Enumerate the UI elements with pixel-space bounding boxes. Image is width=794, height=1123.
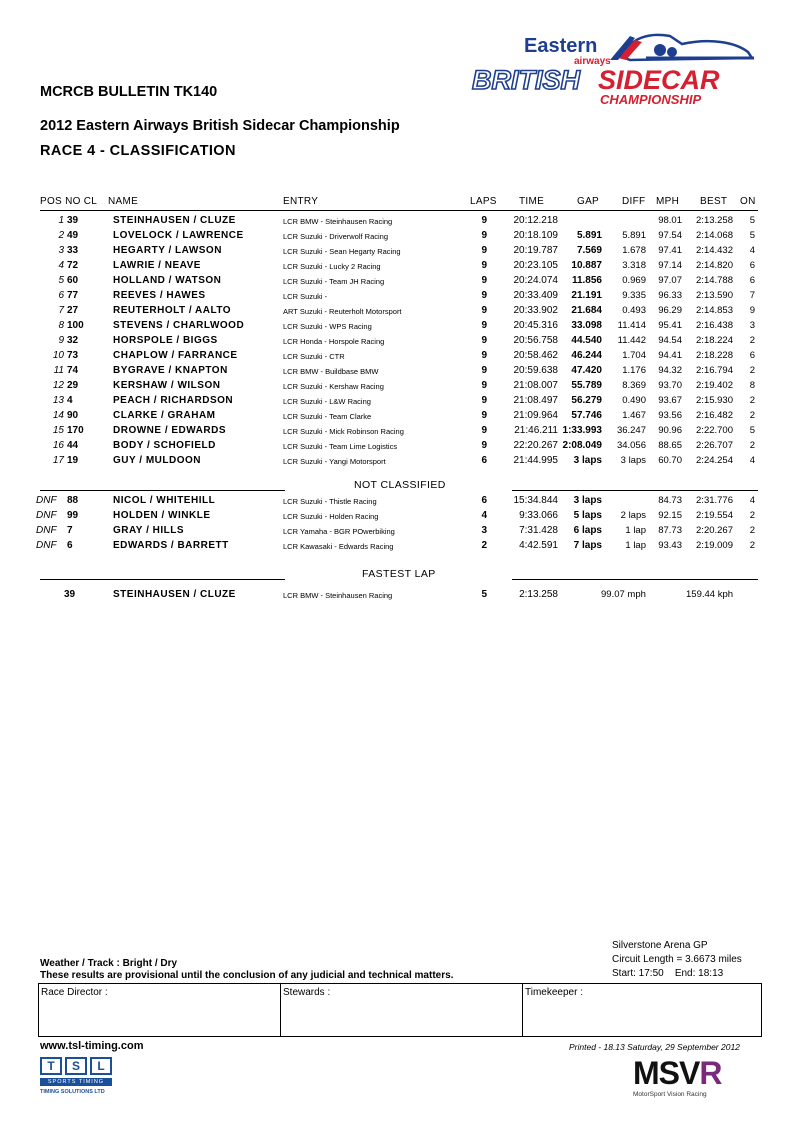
row-position: 8 — [58, 320, 64, 331]
row-name: DROWNE / EDWARDS — [113, 425, 226, 436]
row-position: 11 — [53, 365, 64, 376]
row-on: 4 — [749, 455, 755, 466]
row-laps: 9 — [481, 260, 487, 271]
row-entry: LCR Suzuki - Sean Hegarty Racing — [283, 247, 401, 256]
row-diff: 8.369 — [622, 380, 646, 391]
row-time: 21:08.007 — [513, 380, 558, 391]
row-time: 15:34.844 — [513, 495, 558, 506]
document-subtitle: RACE 4 - CLASSIFICATION — [40, 143, 236, 159]
row-mph: 93.43 — [658, 540, 682, 551]
row-name: PEACH / RICHARDSON — [113, 395, 234, 406]
row-position: 5 — [58, 275, 64, 286]
row-position: 2 — [58, 230, 64, 241]
row-gap: 56.279 — [571, 395, 602, 406]
row-position: 16 — [52, 440, 64, 451]
svg-text:Eastern: Eastern — [524, 35, 598, 57]
row-best: 2:13.258 — [696, 215, 733, 226]
not-classified-line-right — [512, 490, 758, 491]
row-entry: LCR Kawasaki - Edwards Racing — [283, 542, 394, 551]
row-on: 8 — [749, 380, 755, 391]
row-best: 2:16.794 — [696, 365, 733, 376]
row-number: 44 — [67, 440, 79, 451]
row-number: 99 — [67, 510, 79, 521]
row-number: 77 — [67, 290, 79, 301]
row-name: NICOL / WHITEHILL — [113, 495, 216, 506]
row-gap: 21.684 — [571, 305, 602, 316]
row-mph: 60.70 — [658, 455, 682, 466]
row-time: 21:08.497 — [513, 395, 558, 406]
row-best: 2:26.707 — [696, 440, 733, 451]
row-number: 74 — [67, 365, 79, 376]
row-number: 33 — [67, 245, 79, 256]
row-name: LOVELOCK / LAWRENCE — [113, 230, 244, 241]
header-divider — [40, 210, 758, 211]
row-entry: ART Suzuki - Reuterholt Motorsport — [283, 307, 402, 316]
row-best: 2:14.820 — [696, 260, 733, 271]
row-position: 1 — [58, 215, 64, 226]
row-laps: 9 — [481, 335, 487, 346]
row-name: KERSHAW / WILSON — [113, 380, 221, 391]
row-position: 17 — [52, 455, 64, 466]
row-on: 4 — [749, 245, 755, 256]
row-mph: 96.29 — [658, 305, 682, 316]
row-laps: 9 — [481, 410, 487, 421]
row-diff: 3.318 — [622, 260, 646, 271]
row-entry: LCR Suzuki - Yangi Motorsport — [283, 457, 386, 466]
row-gap: 6 laps — [573, 525, 602, 536]
row-position: 9 — [58, 335, 64, 346]
row-gap: 2:08.049 — [562, 440, 602, 451]
row-number: 6 — [67, 540, 73, 551]
row-mph: 98.01 — [658, 215, 682, 226]
fastest-lap-line-left — [40, 579, 285, 580]
document-title: 2012 Eastern Airways British Sidecar Championship — [40, 118, 400, 134]
row-position: DNF — [36, 540, 57, 551]
row-diff: 1 lap — [625, 540, 646, 551]
fastest-lap-name: STEINHAUSEN / CLUZE — [113, 589, 236, 600]
row-on: 6 — [749, 275, 755, 286]
row-mph: 95.41 — [658, 320, 682, 331]
row-laps: 9 — [481, 275, 487, 286]
row-on: 2 — [749, 440, 755, 451]
row-position: 12 — [52, 380, 64, 391]
row-number: 73 — [67, 350, 79, 361]
row-entry: LCR BMW - Steinhausen Racing — [283, 217, 393, 226]
row-position: 6 — [58, 290, 64, 301]
row-mph: 84.73 — [658, 495, 682, 506]
row-name: HORSPOLE / BIGGS — [113, 335, 218, 346]
row-number: 88 — [67, 495, 79, 506]
row-gap: 7.569 — [576, 245, 602, 256]
row-diff: 11.414 — [617, 320, 646, 331]
row-diff: 1.704 — [622, 350, 646, 361]
svg-text:CHAMPIONSHIP: CHAMPIONSHIP — [600, 92, 702, 107]
column-gap: GAP — [577, 196, 600, 207]
fastest-lap-line-right — [512, 579, 758, 580]
row-number: 29 — [67, 380, 79, 391]
row-best: 2:19.009 — [696, 540, 733, 551]
row-time: 20:58.462 — [513, 350, 558, 361]
row-entry: LCR Suzuki - Mick Robinson Racing — [283, 427, 404, 436]
row-number: 32 — [67, 335, 79, 346]
row-on: 2 — [749, 335, 755, 346]
signature-divider — [280, 984, 281, 1036]
row-gap: 46.244 — [571, 350, 602, 361]
row-time: 20:12.218 — [513, 215, 558, 226]
row-diff: 3 laps — [620, 455, 646, 466]
row-mph: 96.33 — [658, 290, 682, 301]
row-best: 2:14.068 — [696, 230, 733, 241]
svg-text:BRITISH: BRITISH — [472, 65, 580, 95]
row-diff: 36.247 — [616, 425, 646, 436]
row-diff: 11.442 — [617, 335, 646, 346]
row-on: 9 — [749, 305, 755, 316]
row-number: 170 — [67, 425, 84, 436]
row-best: 2:22.700 — [696, 425, 733, 436]
row-number: 100 — [67, 320, 84, 331]
row-entry: LCR Suzuki - Team Lime Logistics — [283, 442, 398, 451]
row-mph: 94.54 — [658, 335, 682, 346]
row-entry: LCR Suzuki - CTR — [283, 352, 345, 361]
row-best: 2:18.224 — [696, 335, 733, 346]
row-position: 14 — [52, 410, 64, 421]
row-gap: 44.540 — [571, 335, 602, 346]
column-laps: LAPS — [470, 196, 497, 207]
row-diff: 2 laps — [620, 510, 646, 521]
row-name: HEGARTY / LAWSON — [113, 245, 222, 256]
row-diff: 1.176 — [622, 365, 646, 376]
printed-timestamp: Printed - 18.13 Saturday, 29 September 2012 — [569, 1042, 740, 1052]
weather-track: Weather / Track : Bright / Dry — [40, 958, 178, 969]
row-on: 6 — [749, 260, 755, 271]
row-position: 3 — [58, 245, 64, 256]
signature-box — [38, 983, 762, 1037]
row-on: 2 — [749, 410, 755, 421]
fastest-lap-mph: 99.07 mph — [601, 589, 646, 600]
row-laps: 6 — [481, 495, 487, 506]
row-number: 49 — [67, 230, 79, 241]
column-entry: ENTRY — [283, 196, 319, 207]
row-gap: 3 laps — [573, 495, 602, 506]
row-gap: 57.746 — [571, 410, 602, 421]
svg-text:SIDECAR: SIDECAR — [598, 65, 720, 95]
row-gap: 5 laps — [573, 510, 602, 521]
row-entry: LCR BMW - Buildbase BMW — [283, 367, 379, 376]
row-best: 2:16.438 — [696, 320, 733, 331]
row-number: 39 — [67, 215, 79, 226]
row-diff: 5.891 — [622, 230, 646, 241]
row-best: 2:19.402 — [696, 380, 733, 391]
row-best: 2:24.254 — [696, 455, 733, 466]
row-best: 2:18.228 — [696, 350, 733, 361]
row-laps: 9 — [481, 425, 487, 436]
row-number: 19 — [67, 455, 79, 466]
row-best: 2:14.853 — [696, 305, 733, 316]
row-laps: 9 — [481, 305, 487, 316]
row-mph: 88.65 — [658, 440, 682, 451]
row-diff: 1.467 — [622, 410, 646, 421]
row-number: 90 — [67, 410, 79, 421]
row-gap: 11.856 — [571, 275, 602, 286]
signature-divider — [522, 984, 523, 1036]
row-laps: 9 — [481, 365, 487, 376]
column-best: BEST — [700, 196, 728, 207]
row-mph: 90.96 — [658, 425, 682, 436]
row-on: 3 — [749, 320, 755, 331]
row-laps: 9 — [481, 395, 487, 406]
fastest-lap-lap: 5 — [481, 589, 487, 600]
row-position: 7 — [58, 305, 64, 316]
circuit-length: Circuit Length = 3.6673 miles — [612, 954, 742, 965]
row-diff: 0.493 — [622, 305, 646, 316]
row-laps: 9 — [481, 215, 487, 226]
row-number: 4 — [67, 395, 73, 406]
race-director-label: Race Director : — [41, 987, 108, 998]
row-mph: 97.07 — [658, 275, 682, 286]
row-on: 4 — [749, 495, 755, 506]
column-time: TIME — [519, 196, 545, 207]
row-diff: 34.056 — [616, 440, 646, 451]
row-entry: LCR Suzuki - WPS Racing — [283, 322, 372, 331]
row-time: 4:42.591 — [519, 540, 558, 551]
row-mph: 93.56 — [658, 410, 682, 421]
row-laps: 3 — [481, 525, 487, 536]
row-time: 21:44.995 — [513, 455, 558, 466]
fastest-lap-entry: LCR BMW - Steinhausen Racing — [283, 591, 393, 600]
stewards-label: Stewards : — [283, 987, 331, 998]
row-time: 20:18.109 — [513, 230, 558, 241]
row-best: 2:13.590 — [696, 290, 733, 301]
fastest-lap-number: 39 — [64, 589, 76, 600]
row-mph: 94.41 — [658, 350, 682, 361]
msvr-caption: MotorSport Vision Racing — [633, 1091, 707, 1098]
row-position: 15 — [52, 425, 64, 436]
row-name: REUTERHOLT / AALTO — [113, 305, 232, 316]
race-start-end: Start: 17:50 End: 18:13 — [612, 968, 724, 979]
row-name: STEINHAUSEN / CLUZE — [113, 215, 236, 226]
tsl-logo: T S L SPORTS TIMING TIMING SOLUTIONS LTD — [40, 1057, 114, 1101]
row-on: 6 — [749, 350, 755, 361]
row-number: 27 — [67, 305, 79, 316]
column-diff: DIFF — [622, 196, 646, 207]
row-name: HOLLAND / WATSON — [113, 275, 222, 286]
row-name: CHAPLOW / FARRANCE — [113, 350, 238, 361]
row-best: 2:20.267 — [696, 525, 733, 536]
row-laps: 9 — [481, 320, 487, 331]
row-mph: 93.70 — [658, 380, 682, 391]
row-gap: 21.191 — [571, 290, 602, 301]
row-gap: 55.789 — [571, 380, 602, 391]
row-entry: LCR Honda - Horspole Racing — [283, 337, 385, 346]
row-position: 13 — [52, 395, 64, 406]
row-entry: LCR Suzuki - — [283, 292, 328, 301]
row-number: 60 — [67, 275, 79, 286]
row-laps: 9 — [481, 230, 487, 241]
row-on: 5 — [749, 215, 755, 226]
row-mph: 93.67 — [658, 395, 682, 406]
row-entry: LCR Suzuki - Thistle Racing — [283, 497, 377, 506]
row-position: DNF — [36, 495, 57, 506]
row-time: 20:33.902 — [513, 305, 558, 316]
row-gap: 1:33.993 — [562, 425, 602, 436]
row-best: 2:19.554 — [696, 510, 733, 521]
row-laps: 9 — [481, 245, 487, 256]
row-name: GRAY / HILLS — [113, 525, 185, 536]
circuit-name: Silverstone Arena GP — [612, 940, 708, 951]
row-entry: LCR Suzuki - Team Clarke — [283, 412, 372, 421]
row-diff: 1.678 — [622, 245, 646, 256]
column-pos-no-cl: POS NO CL — [40, 196, 98, 207]
row-position: 10 — [52, 350, 64, 361]
row-mph: 94.32 — [658, 365, 682, 376]
row-name: GUY / MULDOON — [113, 455, 201, 466]
website-link[interactable]: www.tsl-timing.com — [40, 1040, 144, 1052]
row-name: EDWARDS / BARRETT — [113, 540, 229, 551]
row-on: 5 — [749, 230, 755, 241]
row-position: DNF — [36, 525, 57, 536]
row-time: 22:20.267 — [513, 440, 558, 451]
row-name: REEVES / HAWES — [113, 290, 206, 301]
row-laps: 9 — [481, 350, 487, 361]
row-gap: 47.420 — [571, 365, 602, 376]
column-mph: MPH — [656, 196, 680, 207]
row-on: 7 — [749, 290, 755, 301]
row-position: DNF — [36, 510, 57, 521]
row-on: 2 — [749, 365, 755, 376]
fastest-lap-label: FASTEST LAP — [362, 568, 436, 580]
row-number: 7 — [67, 525, 73, 536]
row-time: 20:59.638 — [513, 365, 558, 376]
row-diff: 9.335 — [622, 290, 646, 301]
row-mph: 97.14 — [658, 260, 682, 271]
row-time: 20:45.316 — [513, 320, 558, 331]
row-laps: 4 — [481, 510, 487, 521]
row-best: 2:16.482 — [696, 410, 733, 421]
row-time: 21:46.211 — [514, 425, 558, 436]
row-time: 21:09.964 — [513, 410, 558, 421]
row-mph: 97.54 — [658, 230, 682, 241]
row-entry: LCR Suzuki - Lucky 2 Racing — [283, 262, 381, 271]
row-number: 72 — [67, 260, 79, 271]
row-laps: 9 — [481, 290, 487, 301]
row-name: CLARKE / GRAHAM — [113, 410, 216, 421]
row-laps: 9 — [481, 440, 487, 451]
row-best: 2:14.432 — [696, 245, 733, 256]
row-diff: 0.969 — [622, 275, 646, 286]
tsl-band: SPORTS TIMING — [40, 1078, 112, 1086]
row-mph: 92.15 — [658, 510, 682, 521]
fastest-lap-time: 2:13.258 — [519, 589, 558, 600]
svg-text:airways: airways — [574, 56, 611, 67]
provisional-notice: These results are provisional until the conclusion of any judicial and technical matters. — [40, 970, 454, 981]
row-laps: 6 — [481, 455, 487, 466]
row-diff: 0.490 — [622, 395, 646, 406]
row-entry: LCR Yamaha - BGR POwerbiking — [283, 527, 395, 536]
row-name: HOLDEN / WINKLE — [113, 510, 211, 521]
row-on: 2 — [749, 525, 755, 536]
row-entry: LCR Suzuki - Driverwolf Racing — [283, 232, 389, 241]
row-gap: 33.098 — [571, 320, 602, 331]
row-position: 4 — [58, 260, 64, 271]
row-gap: 3 laps — [573, 455, 602, 466]
row-time: 9:33.066 — [519, 510, 558, 521]
row-name: LAWRIE / NEAVE — [113, 260, 201, 271]
column-name: NAME — [108, 196, 139, 207]
row-entry: LCR Suzuki - Kershaw Racing — [283, 382, 384, 391]
row-entry: LCR Suzuki - Team JH Racing — [283, 277, 385, 286]
row-entry: LCR Suzuki - Holden Racing — [283, 512, 379, 521]
row-on: 2 — [749, 540, 755, 551]
row-name: BYGRAVE / KNAPTON — [113, 365, 228, 376]
row-name: BODY / SCHOFIELD — [113, 440, 216, 451]
row-best: 2:15.930 — [696, 395, 733, 406]
row-gap: 10.887 — [571, 260, 602, 271]
msvr-logo: MSVR MotorSport Vision Racing — [633, 1055, 722, 1098]
row-on: 2 — [749, 510, 755, 521]
row-time: 20:23.105 — [513, 260, 558, 271]
tsl-caption: TIMING SOLUTIONS LTD — [40, 1089, 105, 1095]
fastest-lap-kph: 159.44 kph — [686, 589, 734, 600]
row-name: STEVENS / CHARLWOOD — [113, 320, 245, 331]
row-gap: 5.891 — [576, 230, 602, 241]
row-best: 2:14.788 — [696, 275, 733, 286]
row-gap: 7 laps — [573, 540, 602, 551]
row-on: 5 — [749, 425, 755, 436]
row-time: 20:33.409 — [513, 290, 558, 301]
column-on: ON — [740, 196, 756, 207]
row-time: 20:19.787 — [513, 245, 558, 256]
row-time: 20:56.758 — [513, 335, 558, 346]
row-best: 2:31.776 — [696, 495, 733, 506]
bulletin-number: MCRCB BULLETIN TK140 — [40, 84, 218, 100]
row-time: 7:31.428 — [519, 525, 558, 536]
not-classified-line-left — [40, 490, 285, 491]
row-time: 20:24.074 — [513, 275, 558, 286]
row-laps: 2 — [481, 540, 487, 551]
row-on: 2 — [749, 395, 755, 406]
row-entry: LCR Suzuki - L&W Racing — [283, 397, 371, 406]
row-diff: 1 lap — [625, 525, 646, 536]
row-mph: 97.41 — [658, 245, 682, 256]
championship-logo — [470, 28, 760, 108]
not-classified-label: NOT CLASSIFIED — [354, 479, 446, 491]
row-laps: 9 — [481, 380, 487, 391]
row-mph: 87.73 — [658, 525, 682, 536]
sidecar-logo-icon — [470, 28, 760, 108]
timekeeper-label: Timekeeper : — [525, 987, 583, 998]
